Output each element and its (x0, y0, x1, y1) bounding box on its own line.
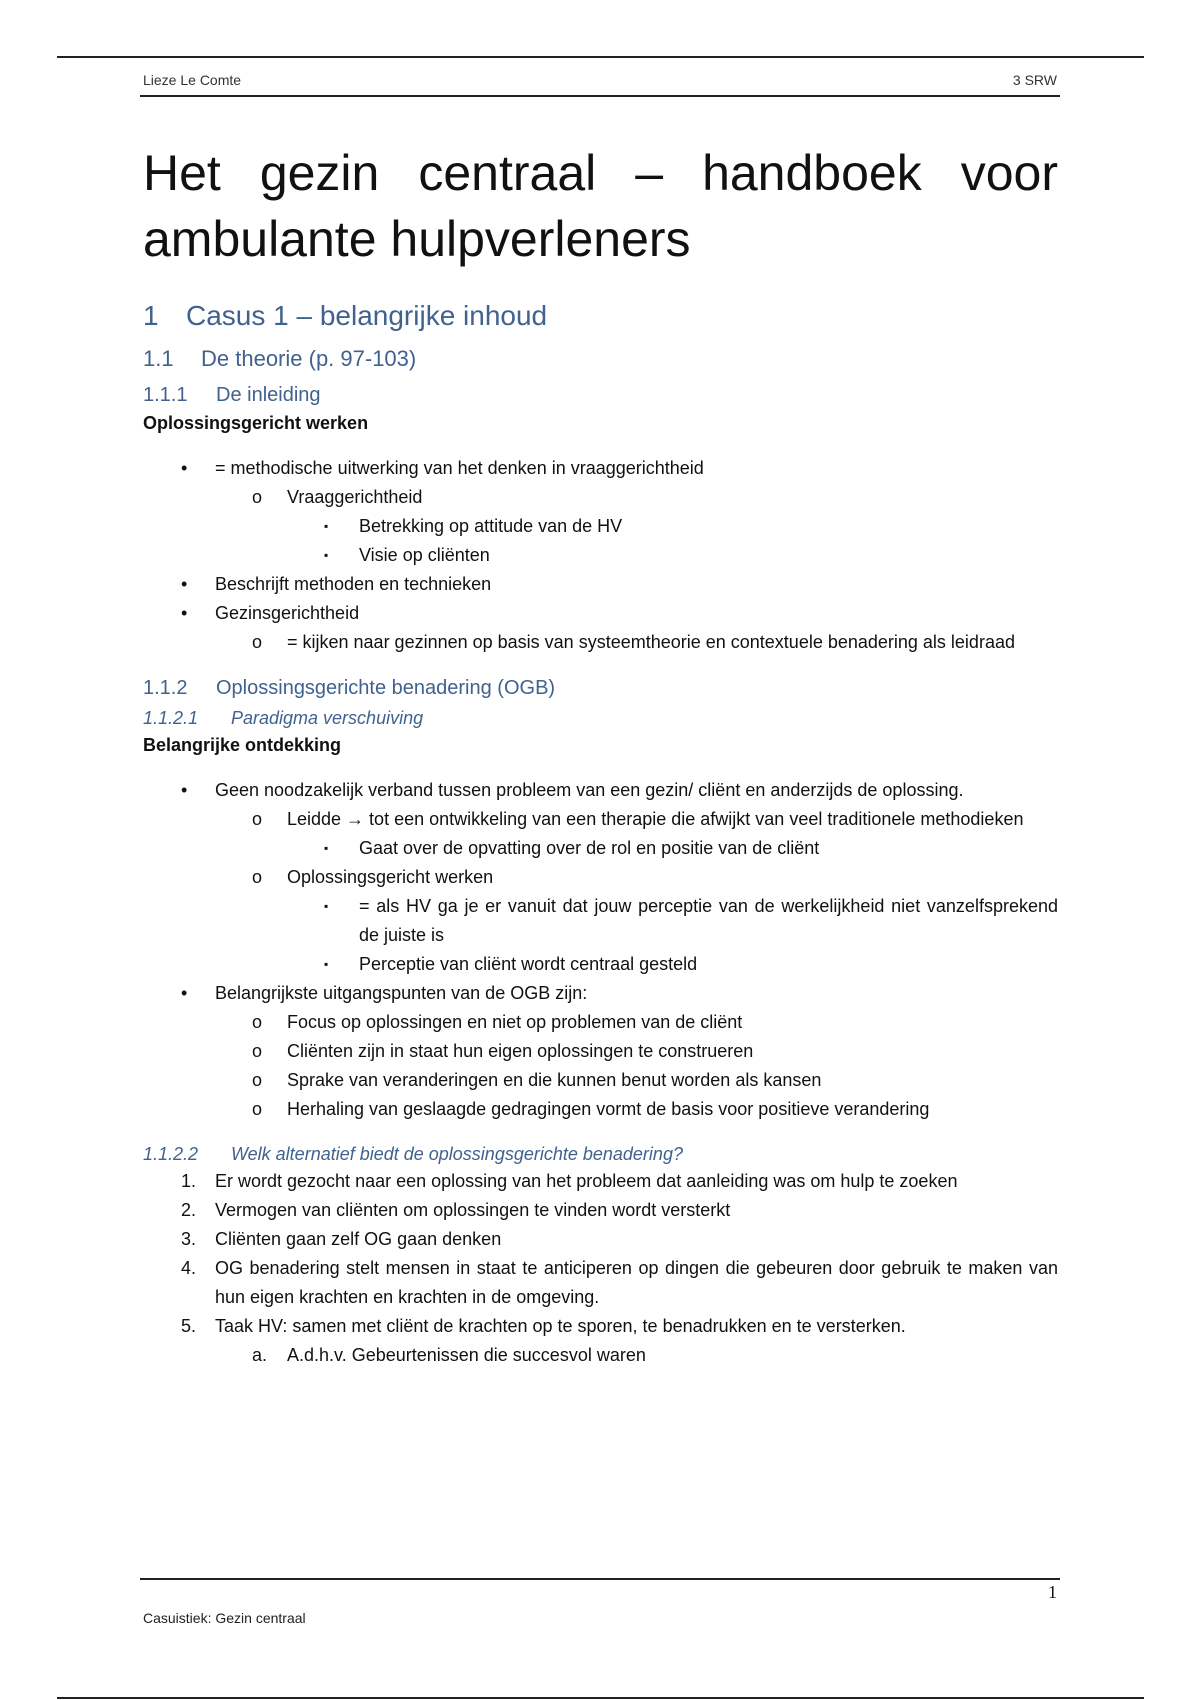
heading-number: 1 (143, 300, 159, 331)
list-item-text: Herhaling van geslaagde gedragingen vormt de basis voor positieve verandering (287, 1099, 930, 1119)
heading-number: 1.1.2 (143, 677, 188, 699)
circle-marker: o (252, 1070, 263, 1090)
sub-sub-list (215, 892, 1058, 979)
bullet-marker: • (181, 983, 188, 1003)
list-item-text: OG benadering stelt mensen in staat te anticiperen op dingen die gebeuren door gebruik te maken van hun eigen krachten en krachten in de omgeving. (215, 1258, 1058, 1307)
list-item (215, 1008, 1058, 1037)
list-item (215, 628, 1058, 657)
circle-marker: o (252, 1041, 263, 1061)
sub-list (143, 1008, 1058, 1124)
heading-1-1-1 (143, 384, 1058, 407)
list-item-text: A.d.h.v. Gebeurtenissen die succesvol waren (287, 1345, 646, 1365)
heading-text: De inleiding (216, 384, 321, 406)
bullet-marker: • (181, 574, 188, 594)
list-item-text: Beschrijft methoden en technieken (215, 574, 492, 594)
list-item (143, 570, 1058, 599)
bullet-marker: • (181, 458, 188, 478)
list-item (143, 1254, 1058, 1312)
list-item-text: Focus op oplossingen en niet op problemen van de cliënt (287, 1012, 743, 1032)
list-item (143, 454, 1058, 570)
bold-paragraph: Oplossingsgericht werken (143, 413, 369, 433)
list-item-text: Belangrijkste uitgangspunten van de OGB zijn: (215, 983, 588, 1003)
square-marker: ▪ (324, 899, 329, 913)
list-item (215, 805, 1058, 863)
list-item (143, 979, 1058, 1124)
header-author: Lieze Le Comte (143, 72, 242, 88)
list-item (143, 1312, 1058, 1370)
number-marker: 2. (181, 1200, 197, 1220)
header-rule (140, 95, 1060, 97)
list-item-text: Oplossingsgericht werken (287, 867, 494, 887)
numbered-list (0, 1167, 1058, 1370)
letter-marker: a. (252, 1345, 268, 1365)
heading-1-1 (143, 346, 1058, 372)
sub-list (143, 483, 1058, 570)
sub-list (143, 1341, 1058, 1370)
list-item (215, 863, 1058, 979)
square-marker: ▪ (324, 548, 329, 562)
circle-marker: o (252, 1012, 263, 1032)
bullet-marker: • (181, 780, 188, 800)
heading-1-1-2-2 (143, 1144, 1058, 1165)
heading-text: De theorie (p. 97-103) (201, 346, 417, 371)
list-item-text: Perceptie van cliënt wordt centraal gesteld (359, 954, 698, 974)
number-marker: 1. (181, 1171, 197, 1191)
footer-rule (140, 1578, 1060, 1580)
number-marker: 3. (181, 1229, 197, 1249)
list-item-text: Taak HV: samen met cliënt de krachten op te sporen, te benadrukken en te versterken. (215, 1316, 906, 1336)
list-item (287, 950, 1058, 979)
document-body (143, 140, 1058, 1370)
list-item-text: Sprake van veranderingen en die kunnen benut worden als kansen (287, 1070, 822, 1090)
bullet-marker: • (181, 603, 188, 623)
header-class: 3 SRW (1012, 72, 1057, 88)
heading-1 (143, 300, 1058, 332)
heading-text: Oplossingsgerichte benadering (OGB) (216, 677, 556, 699)
bullet-list-1 (0, 454, 1058, 657)
circle-marker: o (252, 867, 263, 887)
number-marker: 4. (181, 1258, 197, 1278)
heading-text: Paradigma verschuiving (231, 708, 424, 728)
heading-number: 1.1.1 (143, 384, 188, 406)
heading-text: Welk alternatief biedt de oplossingsgerichte benadering? (231, 1144, 683, 1164)
square-marker: ▪ (324, 957, 329, 971)
sub-sub-list (215, 834, 1058, 863)
heading-text: Casus 1 – belangrijke inhoud (186, 300, 548, 331)
bullet-list-2 (0, 776, 1058, 1124)
heading-1-1-2 (143, 677, 1058, 700)
list-item-text: Visie op cliënten (359, 545, 490, 565)
circle-marker: o (252, 487, 263, 507)
heading-number: 1.1.2.2 (143, 1144, 199, 1164)
list-item-text: Geen noodzakelijk verband tussen probleem van een gezin/ cliënt en anderzijds de oplossing. (215, 780, 964, 800)
number-marker: 5. (181, 1316, 197, 1336)
page-number: 1 (1048, 1582, 1057, 1602)
list-item-text: Cliënten gaan zelf OG gaan denken (215, 1229, 502, 1249)
list-item (287, 834, 1058, 863)
list-item-text: Vermogen van cliënten om oplossingen te vinden wordt versterkt (215, 1200, 731, 1220)
list-item (215, 1341, 1058, 1370)
list-item (287, 512, 1058, 541)
circle-marker: o (252, 809, 263, 829)
list-item (143, 1225, 1058, 1254)
page-top-rule (57, 56, 1144, 58)
list-item (143, 599, 1058, 657)
list-item-text: Cliënten zijn in staat hun eigen oplossingen te construeren (287, 1041, 754, 1061)
list-item (287, 892, 1058, 950)
list-item-text: = kijken naar gezinnen op basis van systeemtheorie en contextuele benadering als leidraad (287, 632, 1015, 652)
square-marker: ▪ (324, 519, 329, 533)
list-item-text: = methodische uitwerking van het denken in vraaggerichtheid (215, 458, 704, 478)
list-item-text: Gaat over de opvatting over de rol en positie van de cliënt (359, 838, 820, 858)
list-item (215, 1037, 1058, 1066)
heading-1-1-2-1 (143, 708, 1058, 729)
circle-marker: o (252, 1099, 263, 1119)
list-item (215, 483, 1058, 570)
list-item (287, 541, 1058, 570)
bold-paragraph: Belangrijke ontdekking (143, 735, 342, 755)
square-marker: ▪ (324, 841, 329, 855)
circle-marker: o (252, 632, 263, 652)
footer-text: Casuistiek: Gezin centraal (143, 1610, 306, 1626)
list-item-text: = als HV ga je er vanuit dat jouw perceptie van de werkelijkheid niet vanzelfsprekend de juiste is (359, 896, 1058, 945)
heading-number: 1.1.2.1 (143, 708, 199, 728)
sub-list (143, 628, 1058, 657)
list-item (215, 1066, 1058, 1095)
list-item-text: Gezinsgerichtheid (215, 603, 360, 623)
document-title: Het gezin centraal – handboek voor ambulante hulpverleners (143, 145, 1058, 267)
list-item (215, 1095, 1058, 1124)
list-item-text: Betrekking op attitude van de HV (359, 516, 623, 536)
list-item-text: Leidde → tot een ontwikkeling van een therapie die afwijkt van veel traditionele methodieken (287, 809, 1024, 829)
sub-list (143, 805, 1058, 979)
list-item (143, 1167, 1058, 1196)
page-bottom-rule (57, 1697, 1144, 1699)
heading-number: 1.1 (143, 346, 174, 371)
sub-sub-list (215, 512, 1058, 570)
list-item (143, 776, 1058, 979)
list-item-text: Er wordt gezocht naar een oplossing van het probleem dat aanleiding was om hulp te zoeken (215, 1171, 958, 1191)
list-item (143, 1196, 1058, 1225)
list-item-text: Vraaggerichtheid (287, 487, 423, 507)
